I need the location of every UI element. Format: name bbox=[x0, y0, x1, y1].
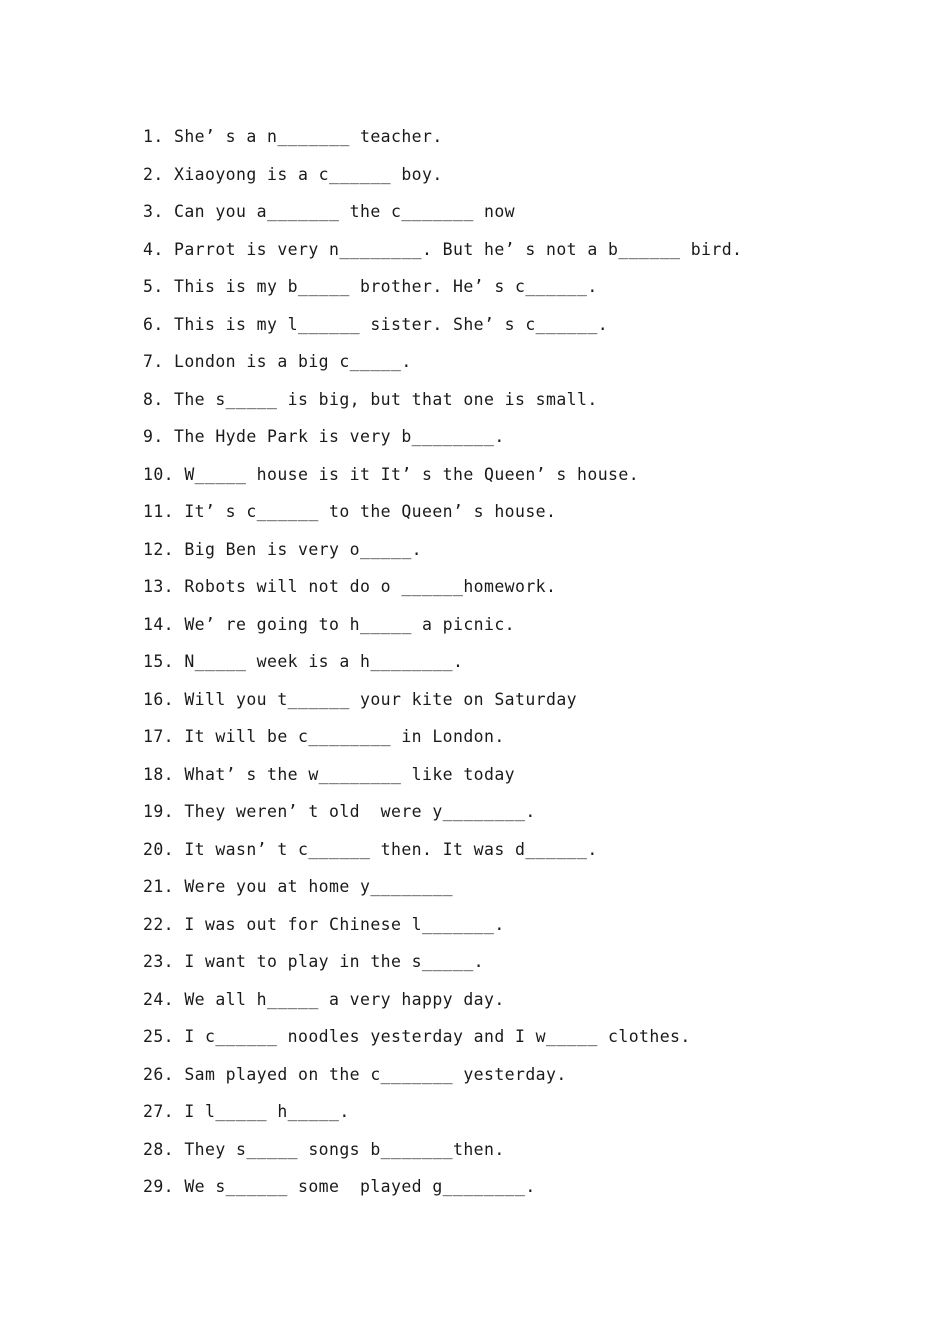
exercise-27: 27. I l_____ h_____. bbox=[143, 1102, 350, 1121]
exercise-20: 20. It wasn’ t c______ then. It was d______. bbox=[143, 839, 598, 859]
exercise-12: 12. Big Ben is very o_____. bbox=[143, 539, 423, 559]
exercise-7: 7. London is a big c_____. bbox=[143, 352, 412, 371]
exercise-24: 24. We all h_____ a very happy day. bbox=[143, 989, 505, 1009]
exercise-22: 22. I was out for Chinese l_______. bbox=[143, 914, 505, 934]
exercise-17: 17. It will be c________ in London. bbox=[143, 727, 505, 746]
exercise-28: 28. They s_____ songs b_______then. bbox=[143, 1139, 505, 1159]
exercise-10: 10. W_____ house is it It’ s the Queen’ s house. bbox=[143, 464, 640, 484]
exercise-3: 3. Can you a_______ the c_______ now bbox=[143, 202, 516, 221]
exercise-list bbox=[143, 124, 742, 1212]
exercise-26: 26. Sam played on the c_______ yesterday. bbox=[143, 1064, 567, 1084]
exercise-4: 4. Parrot is very n________. But he’ s not a b______ bird. bbox=[143, 239, 743, 259]
exercise-15: 15. N_____ week is a h________. bbox=[143, 652, 464, 671]
exercise-5: 5. This is my b_____ brother. He’ s c______. bbox=[143, 277, 598, 296]
exercise-8: 8. The s_____ is big, but that one is small. bbox=[143, 389, 598, 409]
exercise-29: 29. We s______ some played g________. bbox=[143, 1177, 536, 1196]
exercise-18: 18. What’ s the w________ like today bbox=[143, 764, 516, 784]
exercise-9: 9. The Hyde Park is very b________. bbox=[143, 427, 505, 446]
exercise-1: 1. She’ s a n_______ teacher. bbox=[143, 127, 443, 146]
exercise-16: 16. Will you t______ your kite on Saturday bbox=[143, 689, 578, 709]
exercise-11: 11. It’ s c______ to the Queen’ s house. bbox=[143, 502, 557, 521]
exercise-25: 25. I c______ noodles yesterday and I w_____ clothes. bbox=[143, 1027, 691, 1046]
exercise-2: 2. Xiaoyong is a c______ boy. bbox=[143, 164, 443, 184]
exercise-23: 23. I want to play in the s_____. bbox=[143, 952, 485, 971]
exercise-13: 13. Robots will not do o ______homework. bbox=[143, 577, 557, 596]
exercise-6: 6. This is my l______ sister. She’ s c______. bbox=[143, 314, 609, 334]
exercise-21: 21. Were you at home y________ bbox=[143, 877, 454, 896]
exercise-14: 14. We’ re going to h_____ a picnic. bbox=[143, 614, 516, 634]
exercise-19: 19. They weren’ t old were y________. bbox=[143, 802, 536, 821]
